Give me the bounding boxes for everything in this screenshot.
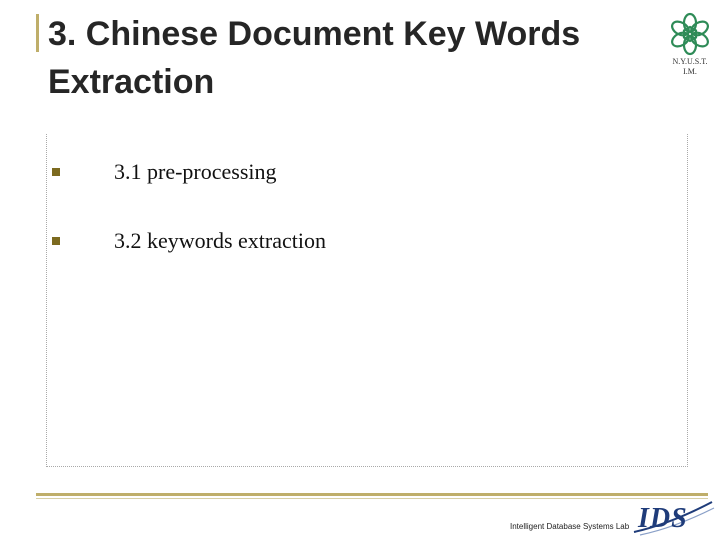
square-bullet-icon: [52, 237, 60, 245]
slide-title-line-1: 3. Chinese Document Key Words: [48, 15, 581, 53]
lab-name: Intelligent Database Systems Lab: [510, 522, 630, 531]
bullet-text: 3.1 pre-processing: [114, 159, 277, 184]
square-bullet-icon: [52, 168, 60, 176]
lab-logo-text: IDS: [638, 503, 688, 534]
lab-logo: [630, 498, 716, 538]
title-accent-bar: [36, 14, 39, 52]
slide-title-line-2: Extraction: [48, 63, 215, 101]
footer-divider: [36, 493, 708, 496]
logo-caption-1: N.Y.U.S.T.: [672, 57, 708, 66]
flower-emblem-icon: [668, 12, 712, 56]
bullet-text: 3.2 keywords extraction: [114, 228, 326, 253]
logo-caption-2: I.M.: [683, 67, 697, 76]
university-logo: [664, 12, 716, 80]
footer-divider-thin: [36, 498, 708, 499]
